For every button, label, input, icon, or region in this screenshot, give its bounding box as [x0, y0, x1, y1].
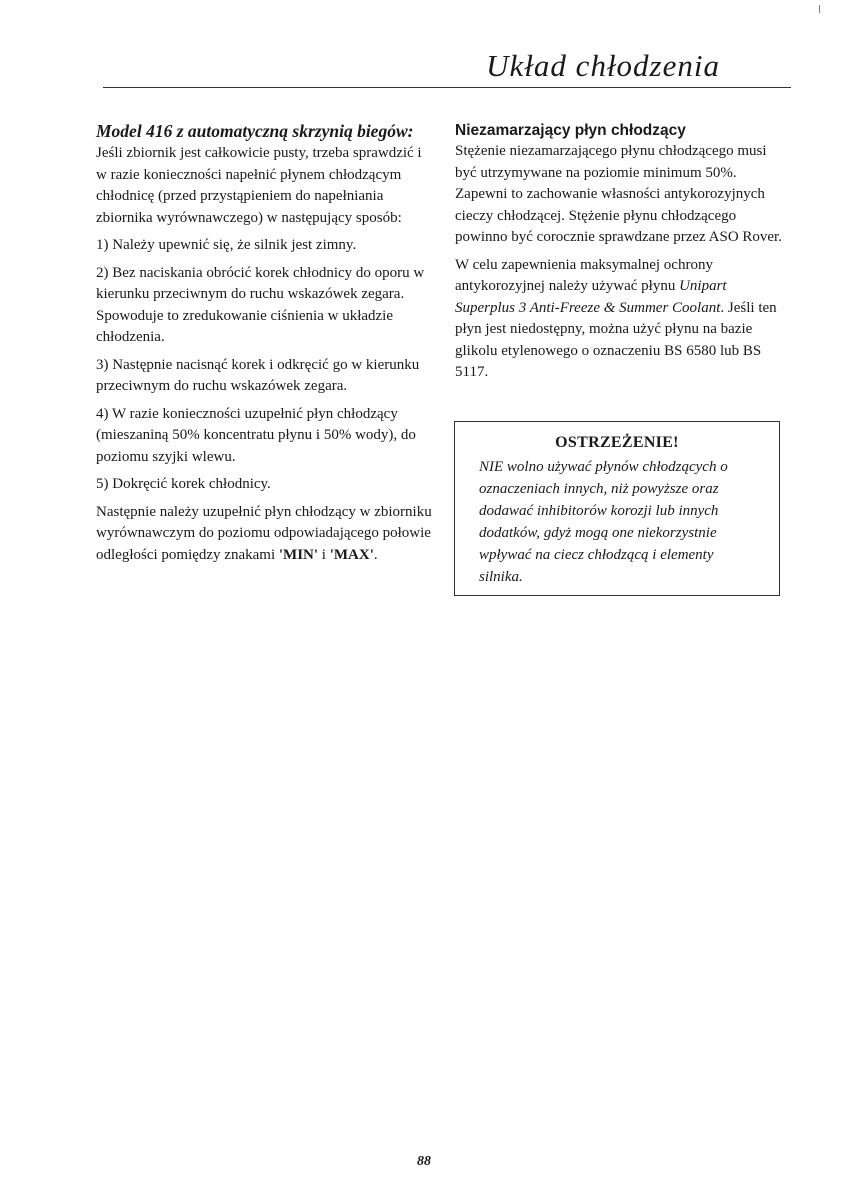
antifreeze-paragraph-2 [455, 255, 790, 384]
warning-text: NIE wolno używać płynów chłodzących o oznaczeniach innych, niż powyższe oraz dodawać inhibitorów korozji lub innych dodatków, gdyż mogą one niekorzystnie wpływać na ciecz chłodzącą i elementy silnika. [479, 459, 728, 585]
min-mark-label: 'MIN' [278, 546, 319, 563]
step-1: 1) Należy upewnić się, że silnik jest zimny. [96, 237, 357, 253]
final-paragraph [96, 502, 436, 567]
final-text-end: . [373, 546, 378, 563]
step-2: 2) Bez naciskania obrócić korek chłodnicy do oporu w kierunku przeciwnym do ruchu wskazówek zegara. Spowoduje to zredukowanie ciśnienia w układzie chłodzenia. [96, 264, 425, 345]
page-number: 88 [417, 1154, 431, 1169]
page-title: Układ chłodzenia [486, 48, 720, 83]
right-column [455, 121, 790, 390]
final-text-pre: Następnie należy uzupełnić płyn chłodzący w zbiorniku wyrównawczym do poziomu odpowiadającego połowie odległości pomiędzy znakami [96, 503, 432, 563]
max-mark-label: 'MAX' [329, 546, 374, 563]
antifreeze-paragraph-1: Stężenie niezamarzającego płynu chłodzącego musi być utrzymywane na poziomie minimum 50%. Zapewni to zachowanie własności antykorozyjnych cieczy chłodzącej. Stężenie płynu chłodzącego powinno być corocznie sprawdzane przez ASO Rover. [455, 143, 782, 245]
para2-text-post: . Jeśli ten płyn jest niedostępny, można użyć płynu na bazie glikolu etylenowego o oznaczeniu BS 6580 lub BS 5117. [455, 299, 777, 380]
warning-title: OSTRZEŻENIE! [555, 434, 679, 451]
intro-paragraph: Jeśli zbiornik jest całkowicie pusty, trzeba sprawdzić i w razie konieczności napełnić płynem chłodzącym chłodnicę (przed przystąpieniem do napełniania zbiornika wyrównawczego) w następujący sposób: [96, 145, 422, 226]
step-3: 3) Następnie nacisnąć korek i odkręcić go w kierunku przeciwnym do ruchu wskazówek zegara. [96, 356, 420, 394]
scan-edge-mark [819, 5, 820, 13]
step-5: 5) Dokręcić korek chłodnicy. [96, 476, 271, 492]
title-rule [103, 87, 791, 88]
warning-box [454, 421, 780, 596]
step-4: 4) W razie konieczności uzupełnić płyn chłodzący (mieszaniną 50% koncentratu płynu i 50% wody), do poziomu szyjki wlewu. [96, 405, 416, 465]
product-name: Unipart Superplus 3 Anti-Freeze & Summer Coolant [455, 278, 727, 316]
section-heading-automatic: Model 416 z automatyczną skrzynią biegów: [96, 121, 414, 141]
final-text-and: i [318, 546, 330, 563]
section-heading-antifreeze: Niezamarzający płyn chłodzący [455, 122, 686, 139]
para2-text-pre: W celu zapewnienia maksymalnej ochrony antykorozyjnej należy używać płynu [455, 256, 713, 294]
left-column [96, 121, 436, 572]
